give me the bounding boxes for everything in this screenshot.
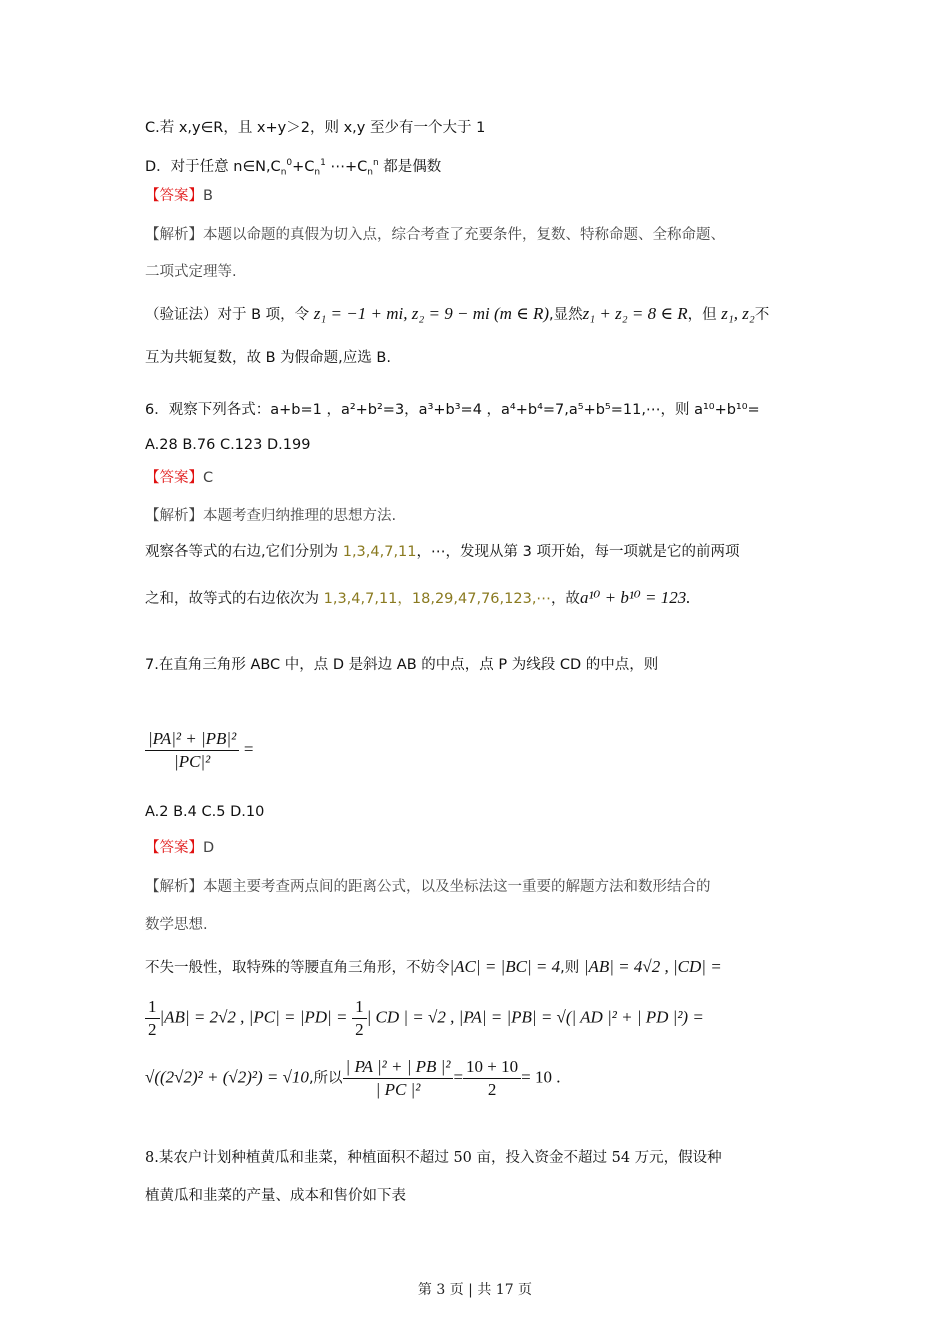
sup: 0 [286, 158, 293, 168]
text: 不 [754, 307, 770, 323]
text: 之和，故等式的右边依次为 [145, 591, 319, 607]
q6-obs-1 [145, 542, 739, 562]
math: |AC| = |BC| = 4 [449, 957, 561, 976]
q7-fraction [145, 728, 253, 773]
equals: = [243, 739, 254, 759]
numerator: 1 [145, 996, 160, 1019]
q6-analysis [145, 506, 396, 526]
page-footer: 第 3 页 | 共 17 页 [417, 1282, 533, 1298]
sup: n [372, 158, 379, 168]
q5-answer [145, 186, 213, 206]
q5-verify-cont: 互为共轭复数，故 B 为假命题,应选 B. [145, 350, 391, 366]
text: ,所以 [308, 1070, 343, 1087]
analysis-text: 本题主要考查两点间的距离公式，以及坐标法这一重要的解题方法和数形结合的 [203, 879, 711, 895]
denominator: 2 [487, 1080, 497, 1099]
answer-value: B [203, 188, 213, 204]
analysis-text: 本题以命题的真假为切入点，综合考查了充要条件，复数、特称命题、全称命题、 [203, 227, 725, 243]
math: a¹⁰ + b¹⁰ = 123. [579, 588, 691, 607]
q7-answer [145, 838, 214, 858]
sequence: 1,3,4,7,11，18,29,47,76,123,⋯ [323, 591, 551, 607]
text: ,显然 [549, 307, 583, 323]
numerator: |PA|² + |PB|² [145, 728, 239, 751]
sub: n [367, 167, 373, 178]
q7-options: A.2 B.4 C.5 D.10 [145, 804, 265, 820]
q5-analysis [145, 225, 725, 245]
sub: n [280, 167, 287, 178]
numerator: 10 + 10 [463, 1056, 521, 1079]
text: 都是偶数 [378, 158, 442, 175]
q6-options: A.28 B.76 C.123 D.199 [145, 437, 311, 453]
sub: n [314, 167, 321, 178]
q7-solution-3 [145, 1056, 560, 1101]
answer-value: C [203, 470, 214, 486]
text: 观察各等式的右边,它们分别为 [145, 544, 339, 560]
text: +C [292, 158, 315, 175]
q5-option-c: C.若 x,y∈R，且 x+y＞2，则 x,y 至少有一个大于 1 [145, 120, 486, 136]
denominator: 2 [355, 1020, 364, 1039]
equals: = [453, 1067, 464, 1087]
analysis-tag: 【解析】 [145, 879, 203, 895]
q8-question: 8.某农户计划种植黄瓜和韭菜，种植面积不超过 50 亩，投入资金不超过 54 万元，假设种 [145, 1150, 722, 1166]
denominator: | PC |² [375, 1080, 421, 1099]
sequence: 1,3,4,7,11 [342, 544, 417, 560]
text: D．对于任意 n∈N,C [145, 158, 281, 175]
numerator: 1 [352, 996, 367, 1019]
answer-tag: 【答案】 [145, 840, 203, 856]
text: ，但 [687, 307, 717, 323]
math: √((2√2)² + (√2)²) = √10 [145, 1067, 309, 1087]
q7-question: 7.在直角三角形 ABC 中，点 D 是斜边 AB 的中点，点 P 为线段 CD 的中点，则 [145, 657, 659, 673]
answer-tag: 【答案】 [145, 470, 203, 486]
q6-answer [145, 468, 213, 488]
sup: 1 [320, 158, 326, 168]
analysis-text: 本题考查归纳推理的思想方法. [203, 508, 397, 524]
math: z₁, z₂ [721, 304, 755, 323]
text: ，⋯，发现从第 3 项开始，每一项就是它的前两项 [416, 544, 740, 560]
q7-analysis [145, 877, 711, 897]
answer-value: D [203, 840, 215, 856]
math: z₁ = −1 + mi, z₂ = 9 − mi (m ∈ R) [313, 304, 550, 323]
text: （验证法）对于 B 项，令 [145, 307, 310, 323]
denominator: |PC|² [174, 752, 211, 771]
q8-question-cont: 植黄瓜和韭菜的产量、成本和售价如下表 [145, 1188, 406, 1204]
text: 不失一般性，取特殊的等腰直角三角形，不妨令 [145, 960, 450, 976]
analysis-tag: 【解析】 [145, 508, 203, 524]
q7-solution-1 [145, 957, 722, 978]
text: ⋯+C [325, 158, 368, 175]
text: ，故 [550, 591, 580, 607]
text: ,则 [560, 960, 580, 976]
math: z₁ + z₂ = 8 ∈ R [582, 304, 688, 323]
result: = 10 . [521, 1067, 561, 1087]
denominator: 2 [148, 1020, 157, 1039]
q6-question: 6．观察下列各式：a+b=1 ，a²+b²=3，a³+b³=4 ，a⁴+b⁴=7,a⁵+b⁵=11,⋯，则 a¹⁰+b¹⁰= [145, 402, 760, 418]
math: |AB| = 2√2 , |PC| = |PD| = [159, 1007, 348, 1027]
q5-option-d [145, 153, 441, 183]
math: | CD | = √2 , |PA| = |PB| = √(| AD |² + | PD |²) = [366, 1007, 704, 1027]
q5-verify [145, 304, 769, 325]
q7-solution-2 [145, 996, 704, 1041]
q5-analysis-cont: 二项式定理等. [145, 264, 237, 280]
q7-analysis-cont: 数学思想. [145, 917, 208, 933]
math: |AB| = 4√2 , |CD| = [583, 957, 722, 976]
numerator: | PA |² + | PB |² [343, 1056, 454, 1079]
answer-tag: 【答案】 [145, 188, 203, 204]
q6-obs-2 [145, 588, 690, 609]
analysis-tag: 【解析】 [145, 227, 203, 243]
